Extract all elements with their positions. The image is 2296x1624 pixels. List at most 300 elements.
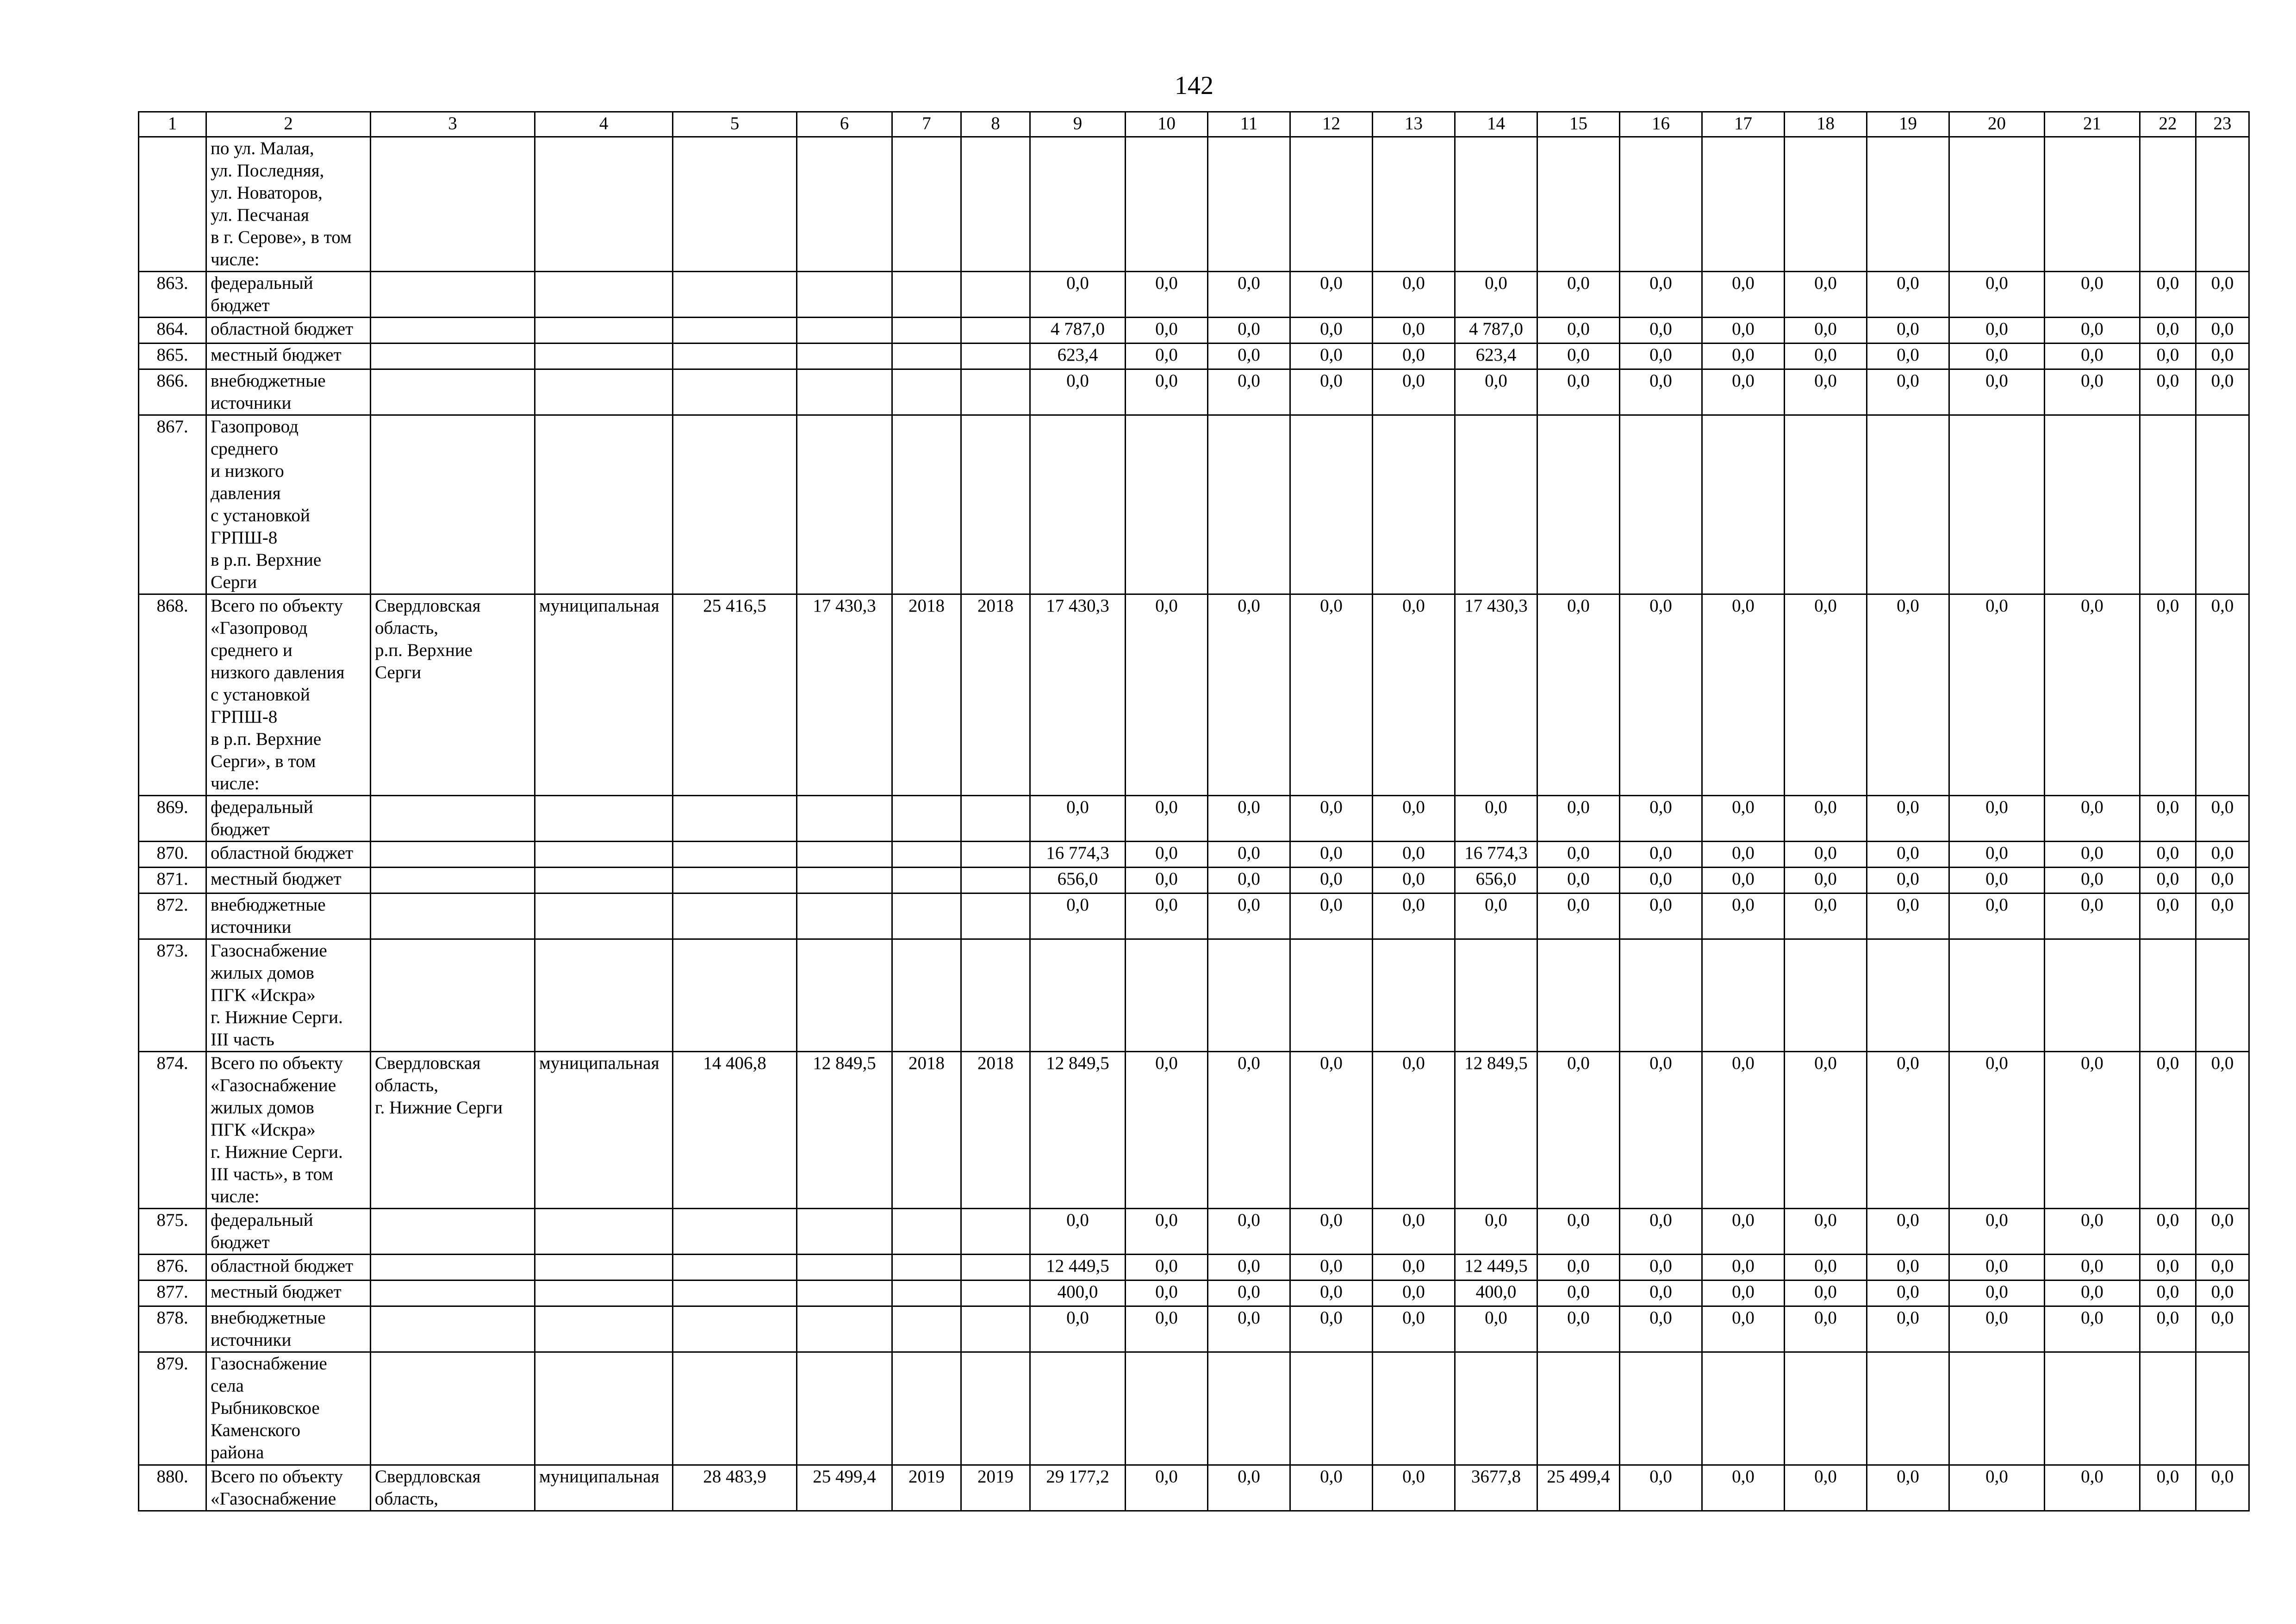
funding-value: 0,0: [1620, 1255, 1702, 1280]
funding-value: 0,0: [1949, 318, 2045, 344]
funding-value: 0,0: [1949, 1209, 2045, 1255]
start-year: [892, 369, 961, 415]
funding-value: [1290, 137, 1373, 272]
funding-value: 0,0: [1537, 1255, 1620, 1280]
funding-value: 0,0: [1702, 1255, 1785, 1280]
table-row: [139, 318, 2249, 344]
end-year: 2019: [961, 1465, 1030, 1511]
funding-value: 0,0: [1702, 893, 1785, 939]
funding-value: 0,0: [2045, 796, 2140, 842]
location: [371, 893, 535, 939]
funding-value: 0,0: [1537, 272, 1620, 318]
ownership: [535, 1209, 673, 1255]
funding-value: 0,0: [1030, 272, 1126, 318]
location-line: область,: [375, 618, 439, 638]
end-year: [961, 1209, 1030, 1255]
end-year: [961, 137, 1030, 272]
funding-value: 0,0: [1537, 868, 1620, 893]
funding-value: 0,0: [2140, 318, 2196, 344]
location: [371, 1052, 535, 1209]
object-name-line: внебюджетные: [211, 1308, 326, 1328]
object-name-line: ПГК «Искра»: [211, 985, 316, 1005]
column-number: 22: [2140, 112, 2196, 137]
object-name: [206, 137, 371, 272]
funding-value: [1030, 415, 1126, 594]
funding-value: 0,0: [1290, 369, 1373, 415]
start-year: [892, 1352, 961, 1465]
row-number: 872.: [139, 893, 206, 939]
funding-value: [1949, 415, 2045, 594]
funding-value: 0,0: [1208, 594, 1290, 796]
funding-value: 0,0: [1373, 868, 1455, 893]
object-name-line: числе:: [211, 1187, 260, 1206]
remaining-cost: [797, 1280, 892, 1306]
funding-value: 0,0: [2045, 868, 2140, 893]
funding-value: 0,0: [1867, 594, 1949, 796]
end-year: [961, 344, 1030, 369]
funding-value: 0,0: [1126, 272, 1208, 318]
object-name-line: Серги», в том: [211, 751, 316, 771]
remaining-cost: [797, 415, 892, 594]
funding-value: 0,0: [1620, 272, 1702, 318]
funding-value: 0,0: [2196, 1209, 2249, 1255]
funding-value: 0,0: [1290, 1306, 1373, 1352]
funding-value: 0,0: [1785, 272, 1867, 318]
funding-value: 0,0: [1949, 1306, 2045, 1352]
funding-value: 0,0: [1702, 796, 1785, 842]
remaining-cost: [797, 868, 892, 893]
row-number: 874.: [139, 1052, 206, 1209]
funding-value: 0,0: [1949, 1052, 2045, 1209]
funding-value: 0,0: [1455, 893, 1537, 939]
funding-value: 0,0: [1290, 842, 1373, 868]
funding-value: [1455, 1352, 1537, 1465]
row-number: [139, 137, 206, 272]
funding-value: [1126, 939, 1208, 1052]
funding-value: 0,0: [1702, 1306, 1785, 1352]
funding-value: 0,0: [2045, 893, 2140, 939]
funding-value: [1455, 939, 1537, 1052]
object-name-line: Всего по объекту: [211, 1053, 343, 1073]
column-number: 19: [1867, 112, 1949, 137]
remaining-cost: [797, 1255, 892, 1280]
column-number: 10: [1126, 112, 1208, 137]
funding-value: 0,0: [1867, 369, 1949, 415]
table-row: [139, 893, 2249, 939]
funding-value: [1373, 137, 1455, 272]
funding-value: 0,0: [1126, 868, 1208, 893]
funding-value: [1867, 137, 1949, 272]
object-name: [206, 318, 371, 344]
funding-value: 0,0: [1373, 1255, 1455, 1280]
funding-value: [1867, 415, 1949, 594]
end-year: [961, 1280, 1030, 1306]
funding-value: [1290, 939, 1373, 1052]
funding-value: [1537, 1352, 1620, 1465]
location-line: Серги: [375, 662, 422, 682]
funding-value: 0,0: [1949, 369, 2045, 415]
funding-value: 0,0: [1455, 369, 1537, 415]
object-name-line: Рыбниковское: [211, 1398, 320, 1418]
row-number: 870.: [139, 842, 206, 868]
start-year: [892, 272, 961, 318]
column-number: 18: [1785, 112, 1867, 137]
funding-value: 0,0: [1290, 1209, 1373, 1255]
start-year: [892, 137, 961, 272]
funding-value: 0,0: [1126, 1280, 1208, 1306]
remaining-cost: [797, 939, 892, 1052]
column-number: 12: [1290, 112, 1373, 137]
location: [371, 1255, 535, 1280]
funding-value: [1208, 415, 1290, 594]
object-name-line: в р.п. Верхние: [211, 550, 322, 570]
object-name: [206, 1465, 371, 1511]
column-number-row: [139, 112, 2249, 137]
object-name-line: с установкой: [211, 506, 310, 525]
end-year: [961, 1352, 1030, 1465]
column-number: 2: [206, 112, 371, 137]
funding-value: 0,0: [1620, 1209, 1702, 1255]
estimated-cost: [673, 137, 797, 272]
funding-value: [1373, 415, 1455, 594]
location: [371, 272, 535, 318]
funding-value: 0,0: [1702, 1465, 1785, 1511]
location: [371, 1352, 535, 1465]
funding-value: 0,0: [1620, 318, 1702, 344]
funding-value: 0,0: [1949, 344, 2045, 369]
funding-value: 0,0: [1785, 842, 1867, 868]
funding-value: 0,0: [1373, 369, 1455, 415]
object-name-line: района: [211, 1443, 264, 1462]
ownership: [535, 1255, 673, 1280]
funding-value: [1785, 1352, 1867, 1465]
table-row: [139, 1280, 2249, 1306]
object-name-line: жилых домов: [211, 1098, 314, 1118]
row-number: 875.: [139, 1209, 206, 1255]
estimated-cost: [673, 318, 797, 344]
location: [371, 796, 535, 842]
object-name-line: федеральный: [211, 797, 313, 817]
funding-value: 0,0: [1290, 796, 1373, 842]
funding-value: [1949, 1352, 2045, 1465]
object-name-line: Газоснабжение: [211, 941, 327, 961]
object-name-line: ГРПШ-8: [211, 707, 278, 727]
ownership: муниципальная: [535, 594, 673, 796]
funding-value: 0,0: [1373, 1306, 1455, 1352]
funding-value: 0,0: [1537, 1052, 1620, 1209]
table-row: [139, 1209, 2249, 1255]
column-number: 4: [535, 112, 673, 137]
funding-value: 0,0: [2045, 1052, 2140, 1209]
object-name-line: Каменского: [211, 1420, 300, 1440]
funding-value: 17 430,3: [1455, 594, 1537, 796]
funding-value: 0,0: [2045, 594, 2140, 796]
funding-value: 0,0: [1785, 1306, 1867, 1352]
funding-value: 0,0: [1030, 1209, 1126, 1255]
remaining-cost: 17 430,3: [797, 594, 892, 796]
row-number: 877.: [139, 1280, 206, 1306]
funding-value: 0,0: [1126, 842, 1208, 868]
start-year: [892, 344, 961, 369]
funding-value: 0,0: [1702, 594, 1785, 796]
location-line: область,: [375, 1489, 439, 1509]
funding-value: 0,0: [1290, 1465, 1373, 1511]
start-year: [892, 939, 961, 1052]
object-name-line: ул. Последняя,: [211, 161, 324, 181]
object-name: [206, 369, 371, 415]
funding-value: 0,0: [1949, 1280, 2045, 1306]
ownership: [535, 318, 673, 344]
column-number: 3: [371, 112, 535, 137]
funding-value: 0,0: [1208, 344, 1290, 369]
start-year: [892, 796, 961, 842]
object-name-line: ПГК «Искра»: [211, 1120, 316, 1140]
funding-value: 0,0: [1785, 344, 1867, 369]
object-name-line: и низкого: [211, 461, 284, 481]
funding-value: [1949, 137, 2045, 272]
funding-value: [1702, 415, 1785, 594]
funding-value: 0,0: [2045, 842, 2140, 868]
funding-value: [1455, 415, 1537, 594]
remaining-cost: [797, 796, 892, 842]
funding-value: [1702, 137, 1785, 272]
funding-value: 0,0: [1537, 318, 1620, 344]
object-name-line: внебюджетные: [211, 895, 326, 915]
funding-value: 0,0: [1620, 1280, 1702, 1306]
funding-value: 0,0: [1785, 868, 1867, 893]
funding-value: 0,0: [1867, 1052, 1949, 1209]
ownership: [535, 939, 673, 1052]
funding-value: 0,0: [1455, 1209, 1537, 1255]
ownership: [535, 796, 673, 842]
column-number: 6: [797, 112, 892, 137]
funding-value: 0,0: [2196, 594, 2249, 796]
funding-value: [1373, 1352, 1455, 1465]
funding-value: 0,0: [1126, 344, 1208, 369]
funding-value: 0,0: [1126, 796, 1208, 842]
object-name: [206, 1209, 371, 1255]
object-name: [206, 893, 371, 939]
funding-value: 0,0: [1867, 842, 1949, 868]
object-name: [206, 796, 371, 842]
estimated-cost: [673, 1209, 797, 1255]
funding-value: 0,0: [2196, 868, 2249, 893]
funding-value: 0,0: [1867, 893, 1949, 939]
funding-value: 0,0: [1785, 318, 1867, 344]
funding-value: 0,0: [1455, 272, 1537, 318]
funding-value: 0,0: [1620, 893, 1702, 939]
row-number: 880.: [139, 1465, 206, 1511]
start-year: 2018: [892, 1052, 961, 1209]
funding-value: 0,0: [1949, 272, 2045, 318]
funding-value: 0,0: [1702, 272, 1785, 318]
ownership: [535, 369, 673, 415]
location-line: Свердловская: [375, 1467, 481, 1487]
end-year: [961, 796, 1030, 842]
funding-value: [2196, 415, 2249, 594]
column-number: 16: [1620, 112, 1702, 137]
funding-value: 0,0: [2045, 369, 2140, 415]
object-name: [206, 272, 371, 318]
end-year: [961, 369, 1030, 415]
funding-value: 3677,8: [1455, 1465, 1537, 1511]
object-name-line: областной бюджет: [211, 319, 354, 339]
ownership: [535, 344, 673, 369]
funding-value: [1290, 415, 1373, 594]
funding-value: [1030, 1352, 1126, 1465]
table-row: [139, 1465, 2249, 1511]
ownership: [535, 842, 673, 868]
table-row: [139, 1255, 2249, 1280]
row-number: 873.: [139, 939, 206, 1052]
funding-value: 0,0: [1208, 369, 1290, 415]
funding-value: 0,0: [1208, 1306, 1290, 1352]
funding-value: 0,0: [1290, 594, 1373, 796]
funding-value: 0,0: [2196, 1280, 2249, 1306]
object-name: [206, 594, 371, 796]
funding-value: 0,0: [1537, 1306, 1620, 1352]
funding-value: 0,0: [1785, 369, 1867, 415]
column-number: 7: [892, 112, 961, 137]
funding-value: 0,0: [2196, 1052, 2249, 1209]
funding-value: 0,0: [1208, 1280, 1290, 1306]
funding-value: 0,0: [1949, 1465, 2045, 1511]
end-year: [961, 939, 1030, 1052]
start-year: [892, 842, 961, 868]
estimated-cost: [673, 1306, 797, 1352]
location: [371, 868, 535, 893]
end-year: [961, 1306, 1030, 1352]
funding-value: [1785, 415, 1867, 594]
funding-value: 0,0: [2140, 272, 2196, 318]
remaining-cost: [797, 893, 892, 939]
start-year: [892, 1280, 961, 1306]
column-number: 8: [961, 112, 1030, 137]
end-year: [961, 842, 1030, 868]
estimated-cost: [673, 272, 797, 318]
funding-value: 0,0: [2045, 272, 2140, 318]
remaining-cost: [797, 318, 892, 344]
remaining-cost: [797, 1306, 892, 1352]
object-name-line: Газоснабжение: [211, 1354, 327, 1374]
funding-value: 0,0: [1373, 893, 1455, 939]
object-name-line: «Газопровод: [211, 618, 308, 638]
funding-value: 0,0: [2045, 1465, 2140, 1511]
column-number: 15: [1537, 112, 1620, 137]
row-number: 879.: [139, 1352, 206, 1465]
funding-value: 0,0: [1290, 1255, 1373, 1280]
table-row: [139, 842, 2249, 868]
object-name-line: бюджет: [211, 295, 270, 315]
end-year: 2018: [961, 594, 1030, 796]
location: [371, 344, 535, 369]
funding-value: 0,0: [1867, 1255, 1949, 1280]
object-name-line: по ул. Малая,: [211, 138, 314, 158]
funding-value: 0,0: [1290, 272, 1373, 318]
funding-value: 25 499,4: [1537, 1465, 1620, 1511]
object-name: [206, 344, 371, 369]
funding-value: 0,0: [1208, 272, 1290, 318]
row-number: 878.: [139, 1306, 206, 1352]
funding-value: [1030, 939, 1126, 1052]
row-number: 866.: [139, 369, 206, 415]
funding-value: 0,0: [2045, 1280, 2140, 1306]
funding-value: 0,0: [1455, 796, 1537, 842]
funding-value: 0,0: [2045, 1255, 2140, 1280]
funding-value: 0,0: [1785, 1280, 1867, 1306]
funding-value: 0,0: [2140, 1209, 2196, 1255]
funding-value: 0,0: [1537, 594, 1620, 796]
estimated-cost: [673, 369, 797, 415]
row-number: 876.: [139, 1255, 206, 1280]
object-name: [206, 415, 371, 594]
funding-value: 0,0: [1867, 868, 1949, 893]
table-row: [139, 369, 2249, 415]
funding-value: 0,0: [1867, 1280, 1949, 1306]
funding-value: 0,0: [1785, 1052, 1867, 1209]
funding-value: 0,0: [1867, 796, 1949, 842]
funding-value: 623,4: [1030, 344, 1126, 369]
funding-value: 0,0: [1290, 1052, 1373, 1209]
funding-value: [2196, 939, 2249, 1052]
funding-value: 0,0: [2140, 1306, 2196, 1352]
funding-value: 0,0: [1949, 868, 2045, 893]
funding-value: 0,0: [2196, 344, 2249, 369]
funding-value: 16 774,3: [1455, 842, 1537, 868]
funding-value: 0,0: [2140, 344, 2196, 369]
ownership: муниципальная: [535, 1052, 673, 1209]
start-year: [892, 1209, 961, 1255]
funding-value: [1620, 415, 1702, 594]
row-number: 863.: [139, 272, 206, 318]
column-number: 11: [1208, 112, 1290, 137]
funding-value: 0,0: [1373, 842, 1455, 868]
location: [371, 594, 535, 796]
estimated-cost: [673, 415, 797, 594]
funding-value: 0,0: [1620, 842, 1702, 868]
remaining-cost: [797, 1352, 892, 1465]
location: [371, 1280, 535, 1306]
end-year: [961, 272, 1030, 318]
estimated-cost: 28 483,9: [673, 1465, 797, 1511]
estimated-cost: [673, 1255, 797, 1280]
row-number: 868.: [139, 594, 206, 796]
location-line: г. Нижние Серги: [375, 1098, 503, 1118]
funding-value: 0,0: [1373, 1209, 1455, 1255]
funding-value: 0,0: [1537, 842, 1620, 868]
funding-value: [1455, 137, 1537, 272]
funding-value: 0,0: [1537, 369, 1620, 415]
funding-value: 0,0: [1867, 272, 1949, 318]
funding-value: 0,0: [1620, 344, 1702, 369]
funding-value: [1867, 1352, 1949, 1465]
funding-value: 0,0: [1030, 893, 1126, 939]
funding-value: 0,0: [1290, 868, 1373, 893]
funding-value: [1620, 1352, 1702, 1465]
funding-value: 0,0: [1208, 318, 1290, 344]
funding-value: [1126, 1352, 1208, 1465]
table-row: [139, 1052, 2249, 1209]
funding-value: 12 449,5: [1455, 1255, 1537, 1280]
object-name-line: источники: [211, 1330, 292, 1350]
funding-value: 0,0: [1537, 893, 1620, 939]
funding-value: 0,0: [1290, 318, 1373, 344]
funding-value: [1620, 939, 1702, 1052]
funding-value: [2140, 939, 2196, 1052]
funding-value: 0,0: [1620, 1465, 1702, 1511]
object-name-line: III часть», в том: [211, 1164, 333, 1184]
funding-value: 0,0: [1537, 1280, 1620, 1306]
